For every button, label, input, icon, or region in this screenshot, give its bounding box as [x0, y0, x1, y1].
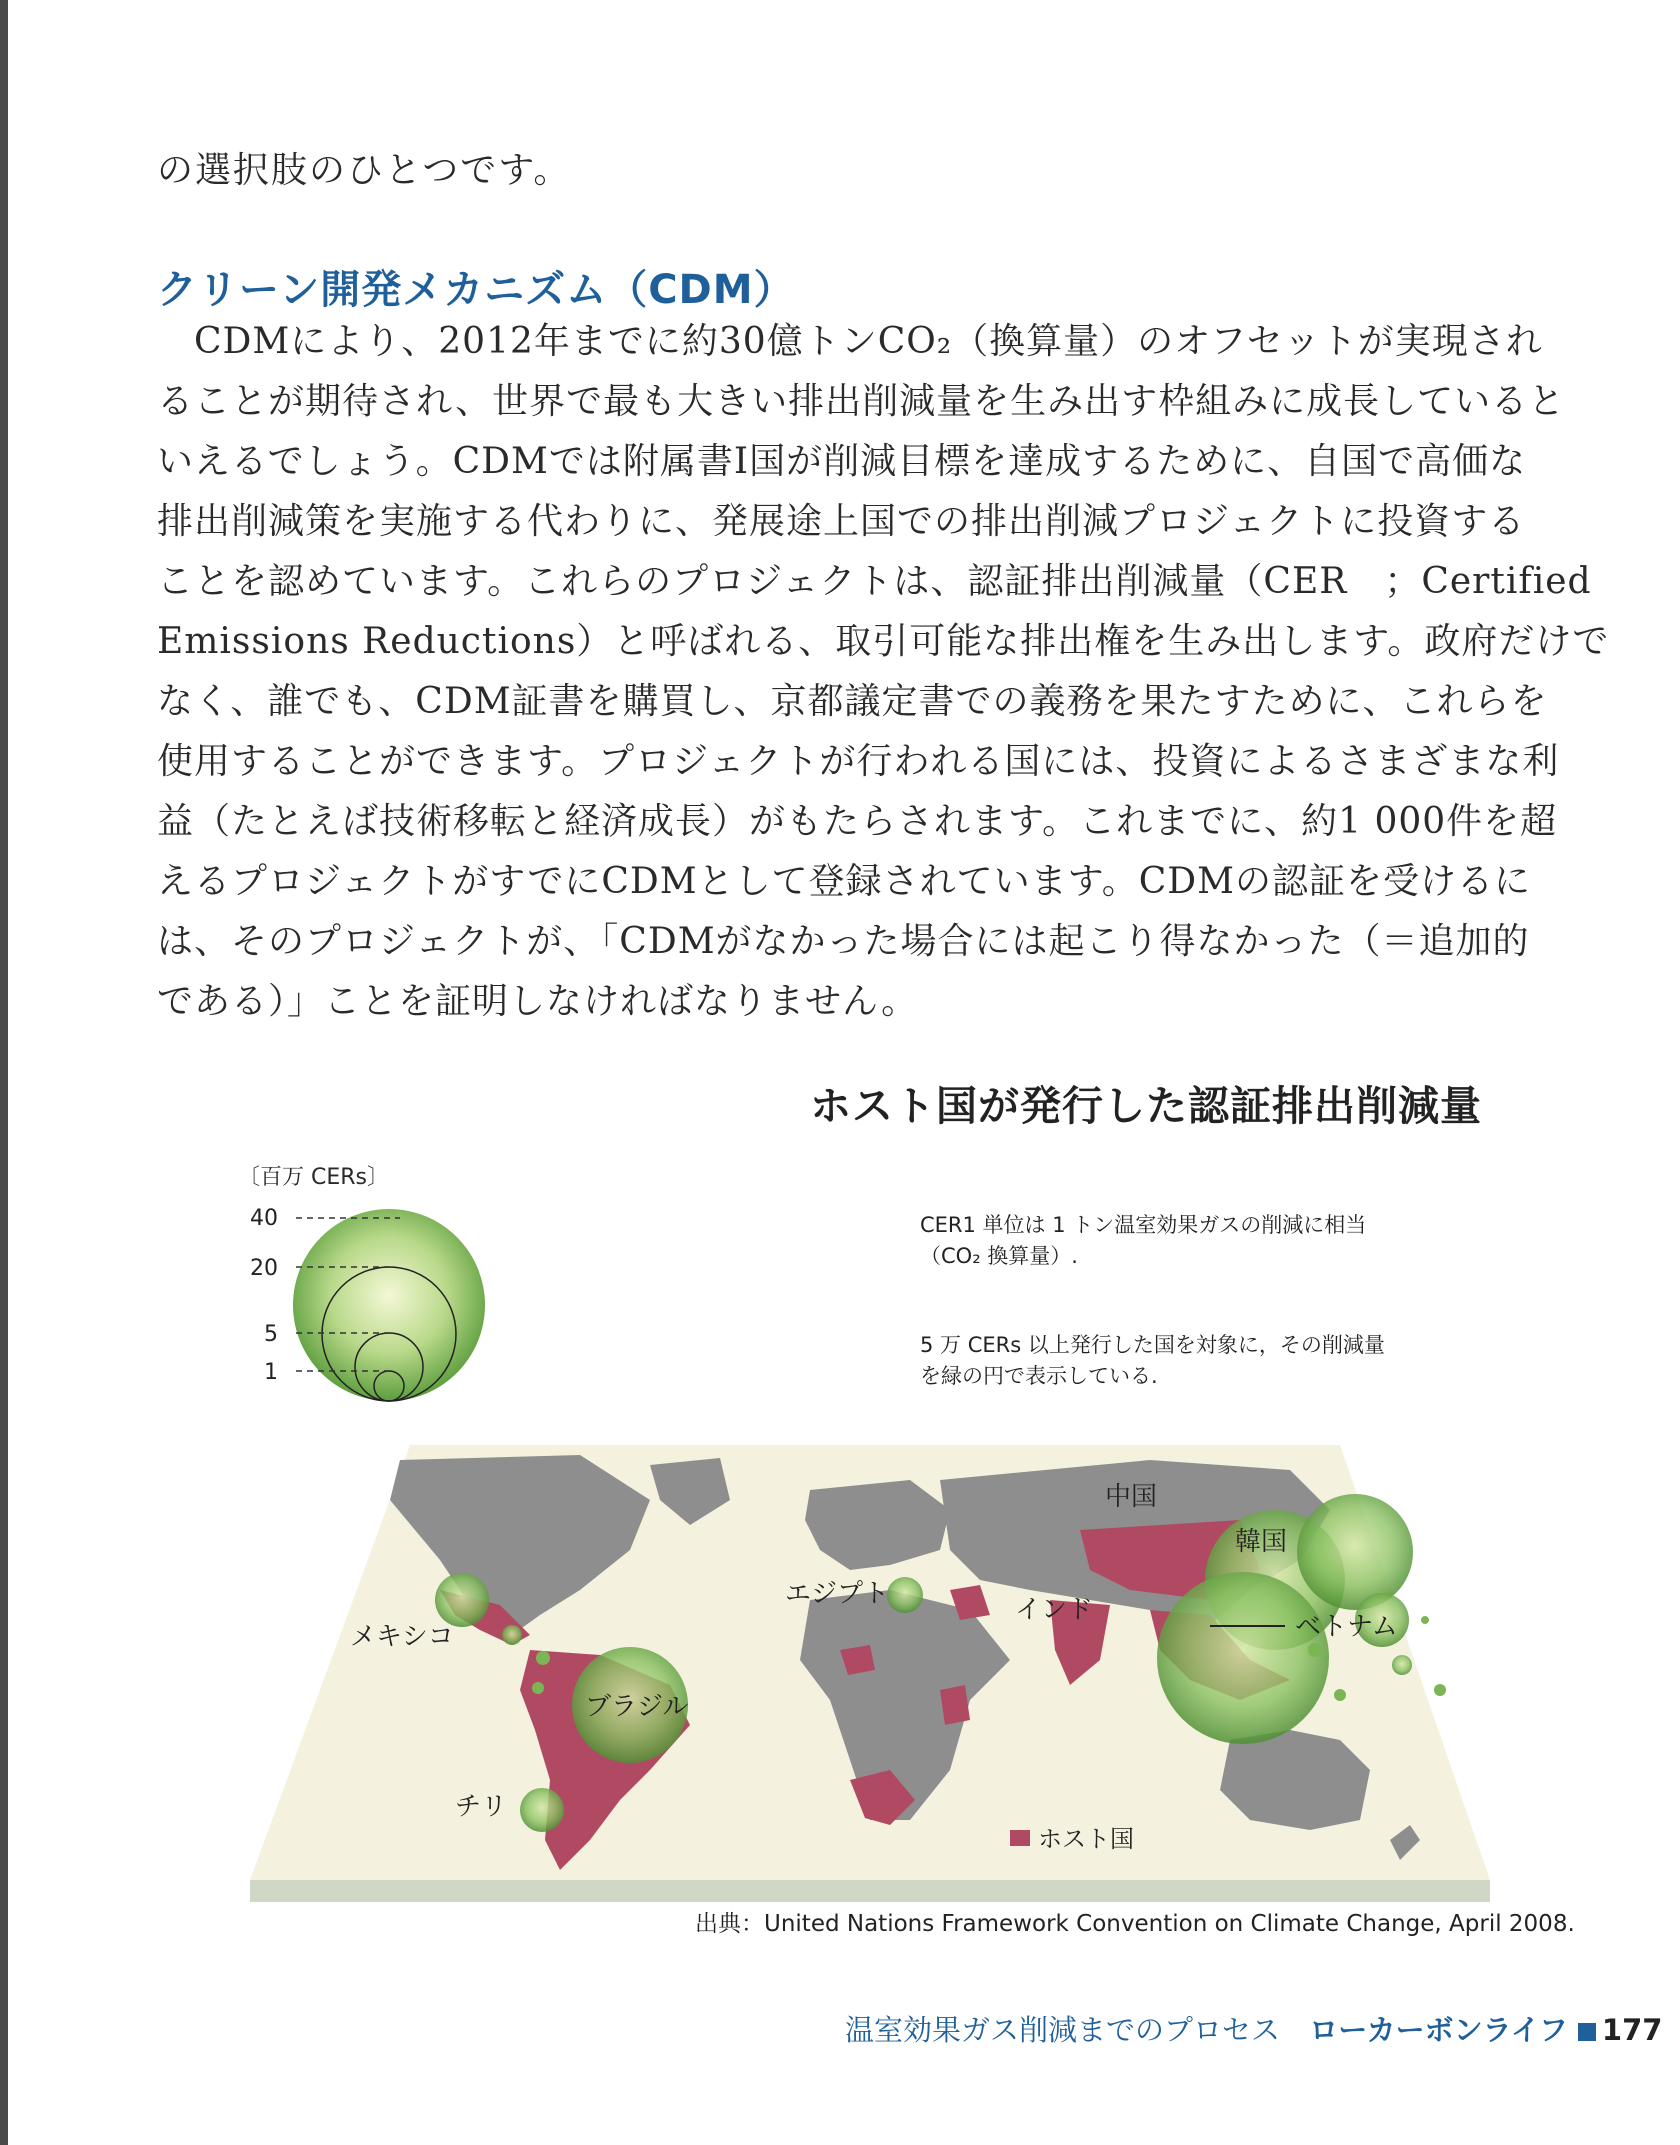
bubble-korea — [1297, 1494, 1413, 1610]
scale-bubble-40 — [293, 1209, 485, 1401]
scale-value-40: 40 — [250, 1206, 278, 1231]
bubble-vietnam — [1421, 1616, 1429, 1624]
footer-square-icon — [1578, 2023, 1596, 2041]
bubble-note — [920, 1330, 1385, 1392]
scale-value-1: 1 — [264, 1360, 278, 1385]
label-china: 中国 — [1105, 1482, 1158, 1512]
bubble-small — [1334, 1689, 1346, 1701]
host-east-africa — [940, 1685, 970, 1725]
world-map — [250, 1440, 1490, 1905]
scale-unit-label: 〔百万 CERs〕 — [238, 1165, 390, 1190]
scale-value-20: 20 — [250, 1256, 278, 1281]
host-legend-swatch — [1010, 1830, 1030, 1846]
bubble-indonesia — [1392, 1655, 1412, 1675]
label-chile: チリ — [455, 1792, 508, 1822]
bubble-central-america — [502, 1625, 522, 1645]
body-line: えるプロジェクトがすでにCDMとして登録されています。CDMの認証を受けるに — [157, 861, 1532, 902]
figure-title: ホスト国が発行した認証排出削減量 — [810, 1082, 1482, 1130]
cer-unit-note — [920, 1210, 1366, 1272]
body-line: ことを認めています。これらのプロジェクトは、認証排出削減量（CER ；Certified — [157, 561, 1592, 602]
label-korea: 韓国 — [1235, 1527, 1288, 1557]
footer-chapter: 温室効果ガス削減までのプロセス — [845, 2013, 1281, 2047]
scale-value-5: 5 — [264, 1322, 278, 1347]
bubble-chile — [520, 1788, 564, 1832]
body-line: 使用することができます。プロジェクトが行われる国には、投資によるさまざまな利 — [157, 741, 1560, 782]
label-india: インド — [1015, 1595, 1094, 1625]
page-number: 177 — [1601, 2013, 1663, 2047]
body-line: ることが期待され、世界で最も大きい排出削減量を生み出す枠組みに成長していると — [157, 381, 1566, 422]
body-line: CDMにより、2012年までに約30億トンCO₂（換算量）のオフセットが実現され — [157, 321, 1543, 362]
footer-book-title: ローカーボンライフ — [1309, 2013, 1568, 2047]
label-vietnam: ベトナム — [1295, 1612, 1398, 1642]
bubble-small — [1434, 1684, 1446, 1696]
bubble-note-line: を緑の円で表示している. — [920, 1364, 1158, 1388]
page-edge-shadow — [0, 0, 8, 2145]
body-line: は、そのプロジェクトが、「CDMがなかった場合には起こり得なかった（＝追加的 — [157, 921, 1530, 962]
label-egypt: エジプト — [785, 1579, 890, 1609]
body-line: Emissions Reductions）と呼ばれる、取引可能な排出権を生み出します。政府だけで — [157, 621, 1610, 662]
cer-unit-note-line: CER1 単位は 1 トン温室効果ガスの削減に相当 — [920, 1213, 1367, 1237]
bubble-small — [536, 1651, 550, 1665]
section-heading: クリーン開発メカニズム（CDM） — [157, 267, 795, 313]
label-brazil: ブラジル — [585, 1692, 689, 1722]
label-mexico: メキシコ — [350, 1622, 454, 1652]
bubble-small — [1308, 1643, 1322, 1657]
host-legend-label: ホスト国 — [1038, 1825, 1134, 1853]
lead-line: の選択肢のひとつです。 — [157, 150, 572, 191]
body-line: である）」ことを証明しなければなりません。 — [157, 981, 919, 1022]
bubble-mexico — [435, 1573, 489, 1627]
body-paragraph — [157, 312, 1610, 1032]
size-scale-legend — [230, 1195, 520, 1405]
bubble-egypt — [887, 1577, 923, 1613]
bubble-india — [1157, 1572, 1329, 1744]
page-footer — [845, 2008, 1662, 2049]
figure-source: 出典：United Nations Framework Convention on Climate Change, April 2008. — [695, 1911, 1575, 1937]
body-line: いえるでしょう。CDMでは附属書Ⅰ国が削減目標を達成するために、自国で高価な — [157, 441, 1527, 482]
body-line: 排出削減策を実施する代わりに、発展途上国での排出削減プロジェクトに投資する — [157, 501, 1526, 542]
cer-unit-note-line: （CO₂ 換算量）. — [920, 1244, 1078, 1268]
bubble-small — [532, 1682, 544, 1694]
map-base-strip — [250, 1880, 1490, 1902]
bubble-note-line: 5 万 CERs 以上発行した国を対象に，その削減量 — [920, 1333, 1385, 1357]
body-line: 益（たとえば技術移転と経済成長）がもたらされます。これまでに、約1 000件を超 — [157, 801, 1558, 842]
body-line: なく、誰でも、CDM証書を購買し、京都議定書での義務を果たすために、これらを — [157, 681, 1548, 722]
